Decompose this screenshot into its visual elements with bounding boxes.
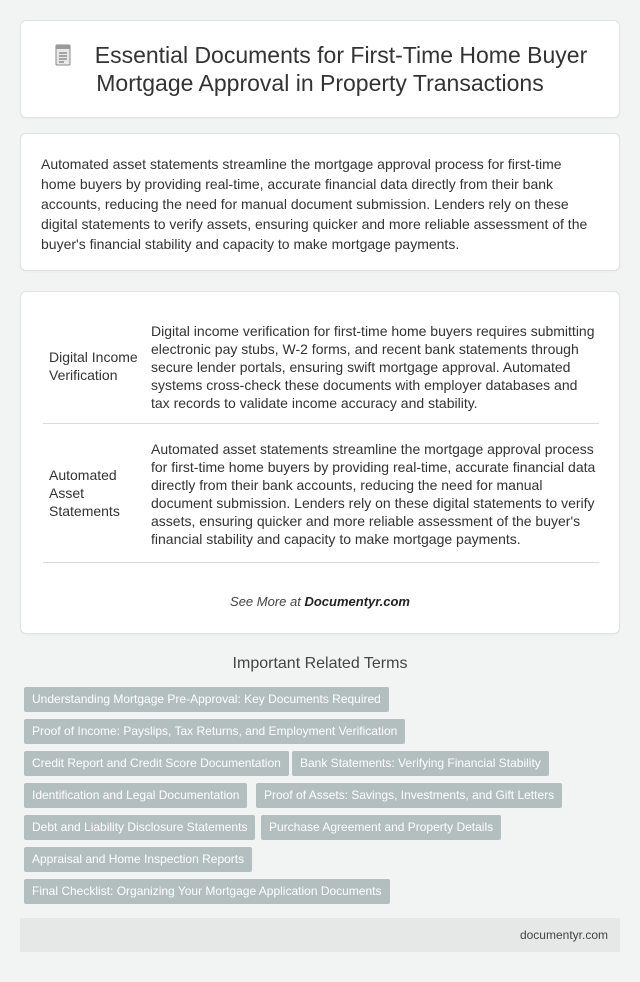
intro-card <box>20 133 620 271</box>
related-tag[interactable]: Identification and Legal Documentation <box>24 783 247 808</box>
related-tag[interactable]: Proof of Assets: Savings, Investments, and Gift Letters <box>256 783 562 808</box>
title-card <box>20 20 620 118</box>
page-title <box>40 41 600 97</box>
table-row <box>43 310 599 423</box>
term-cell: Digital Income Verification <box>43 310 149 423</box>
related-tag[interactable]: Final Checklist: Organizing Your Mortgage Application Documents <box>24 879 390 904</box>
related-tag[interactable]: Bank Statements: Verifying Financial Stability <box>292 751 549 776</box>
term-cell: Automated Asset Statements <box>43 423 149 562</box>
see-more-link[interactable]: Documentyr.com <box>304 594 410 609</box>
related-tag[interactable]: Appraisal and Home Inspection Reports <box>24 847 252 872</box>
intro-paragraph: Automated asset statements streamline the mortgage approval process for first-time home buyers by providing real-time, accurate financial data directly from their bank accounts, reducing the need for manual document submission. Lenders rely on these digital statements to verify assets, ensuring quicker and more reliable assessment of the buyer's financial stability and capacity to make mortgage payments. <box>41 156 588 252</box>
page-title-text: Essential Documents for First-Time Home Buyer Mortgage Approval in Property Transactions <box>94 42 588 96</box>
description-cell: Automated asset statements streamline the mortgage approval process for first-time home buyers by providing real-time, accurate financial data directly from their bank accounts, reducing the need for manual document submission. Lenders rely on these digital statements to verify assets, ensuring quicker and more reliable assessment of the buyer's financial stability and capacity to make mortgage payments. <box>149 423 599 562</box>
footer-link[interactable]: documentyr.com <box>519 928 608 942</box>
see-more-line <box>21 594 619 609</box>
table-row <box>43 423 599 562</box>
related-tag[interactable]: Credit Report and Credit Score Documentation <box>24 751 289 776</box>
related-tag[interactable]: Understanding Mortgage Pre-Approval: Key Documents Required <box>24 687 389 712</box>
related-terms-heading: Important Related Terms <box>232 655 408 672</box>
related-tag[interactable]: Proof of Income: Payslips, Tax Returns, and Employment Verification <box>24 719 405 744</box>
footer <box>20 918 620 952</box>
related-tag[interactable]: Debt and Liability Disclosure Statements <box>24 815 255 840</box>
related-tag[interactable]: Purchase Agreement and Property Details <box>261 815 501 840</box>
see-more-prefix: See More at <box>230 594 305 609</box>
description-cell: Digital income verification for first-time home buyers requires submitting electronic pay stubs, W-2 forms, and recent bank statements through secure lender portals, ensuring swift mortgage approval. Automated systems cross-check these documents with employer databases and tax records to validate income accuracy and stability. <box>149 310 599 423</box>
terms-table <box>43 310 599 563</box>
terms-table-card <box>20 291 620 634</box>
document-icon <box>53 44 73 66</box>
